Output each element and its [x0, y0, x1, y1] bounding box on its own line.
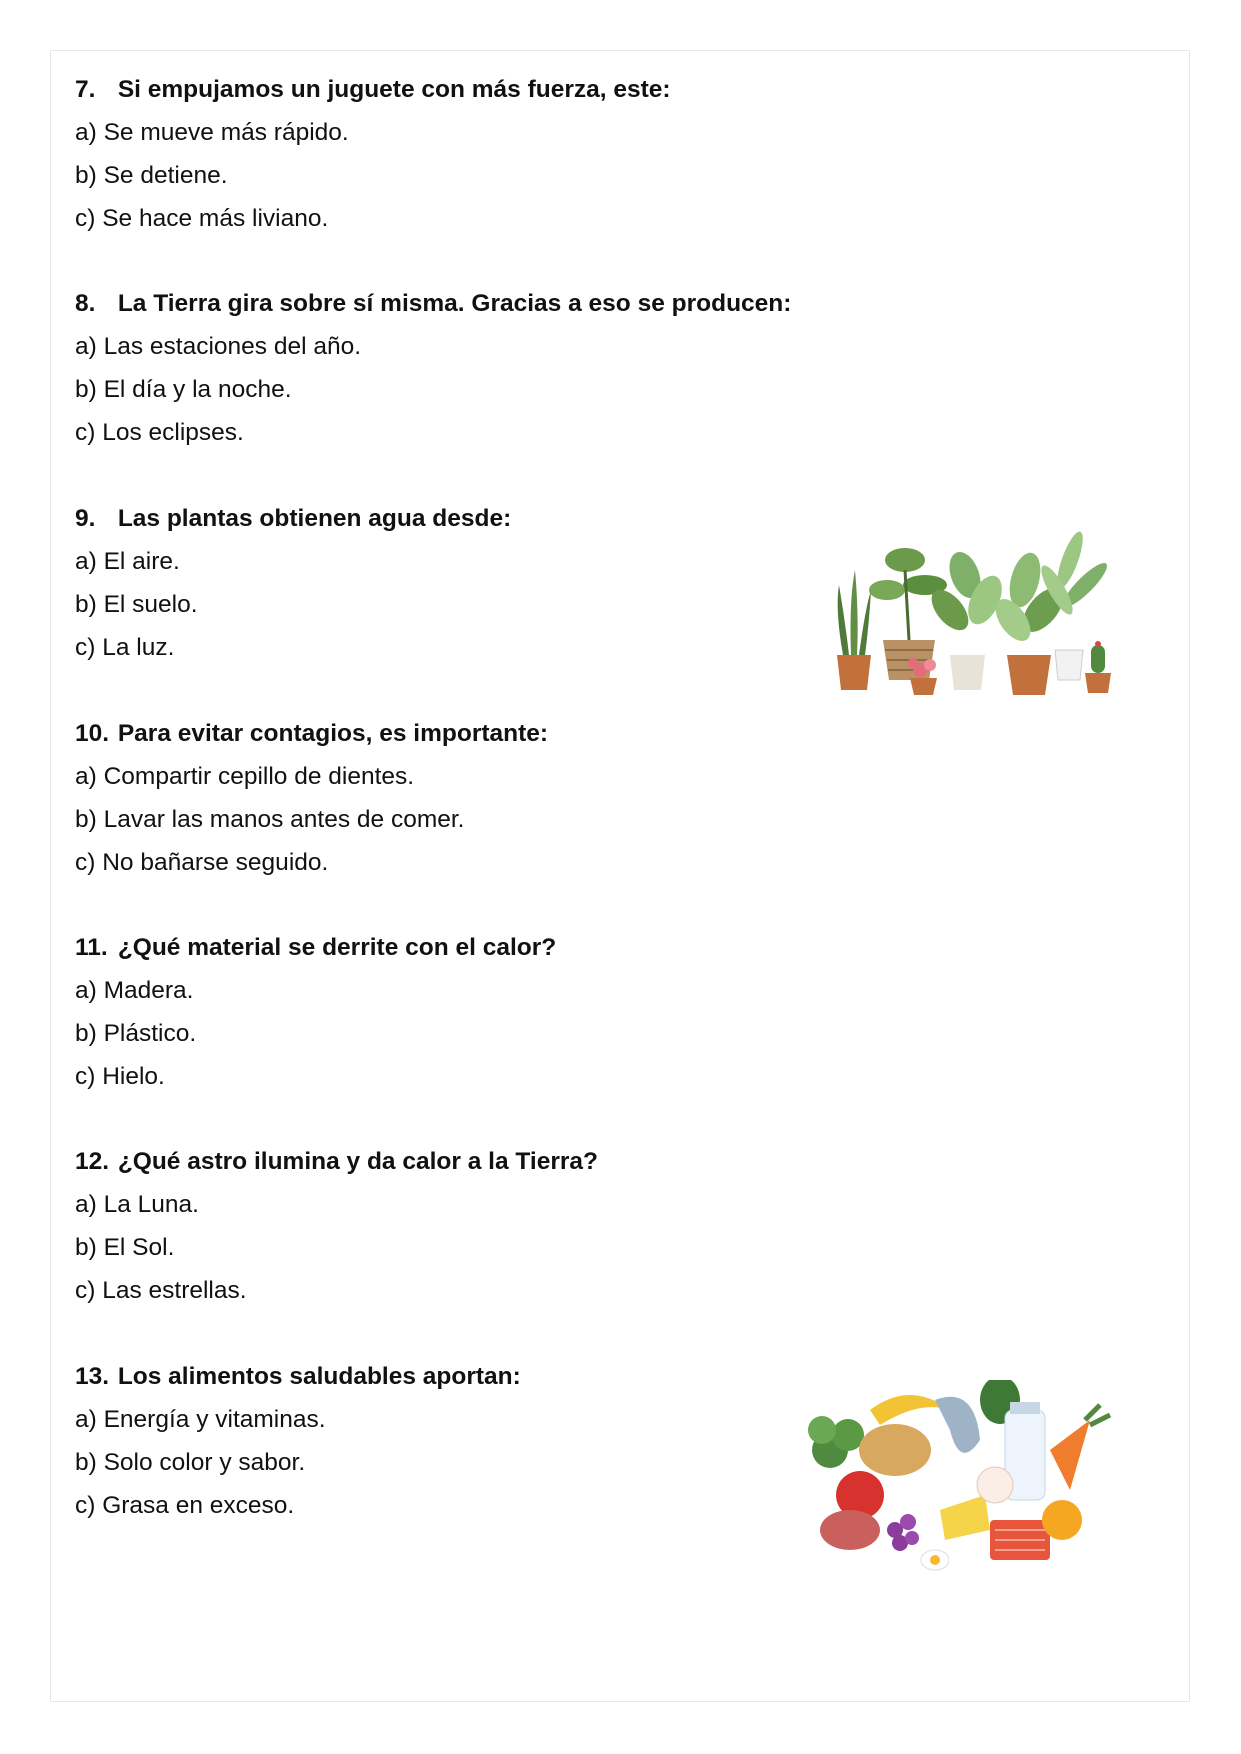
option-a: a) Compartir cepillo de dientes.	[75, 763, 415, 790]
question-number: 10.	[75, 720, 110, 747]
cheese-icon	[940, 1495, 990, 1540]
question-text: ¿Qué material se derrite con el calor?	[117, 934, 557, 961]
option-c: c) Hielo.	[75, 1063, 165, 1090]
question-text: Si empujamos un juguete con más fuerza, este:	[117, 76, 671, 103]
plant-snake-icon	[837, 570, 871, 690]
question-title	[75, 934, 815, 962]
question-text: La Tierra gira sobre sí misma. Gracias a eso se producen:	[117, 290, 792, 317]
question-text: Los alimentos saludables aportan:	[117, 1363, 521, 1390]
question-number: 8.	[75, 290, 96, 317]
question-9	[75, 505, 815, 662]
option-c: c) Se hace más liviano.	[75, 205, 329, 232]
question-10	[75, 720, 815, 877]
option-b: b) El suelo.	[75, 591, 198, 618]
option-a: a) Se mueve más rápido.	[75, 119, 349, 146]
question-title	[75, 1148, 815, 1176]
steak-icon	[820, 1510, 880, 1550]
question-text: Para evitar contagios, es importante:	[117, 720, 549, 747]
question-7	[75, 76, 815, 233]
question-text: Las plantas obtienen agua desde:	[117, 505, 512, 532]
bread-icon	[859, 1424, 931, 1476]
question-13	[75, 1363, 815, 1520]
option-a: a) Las estaciones del año.	[75, 333, 362, 360]
question-title	[75, 720, 815, 748]
broccoli-icon	[808, 1416, 864, 1468]
salmon-icon	[990, 1520, 1050, 1560]
question-number: 11.	[75, 934, 108, 961]
potted-plants-illustration	[825, 530, 1115, 700]
option-a: a) La Luna.	[75, 1191, 199, 1218]
option-b: b) Plástico.	[75, 1020, 197, 1047]
option-a: a) Energía y vitaminas.	[75, 1406, 326, 1433]
plant-dieffenbachia-icon	[925, 548, 1009, 690]
option-c: c) Grasa en exceso.	[75, 1492, 295, 1519]
question-11	[75, 934, 815, 1091]
question-number: 12.	[75, 1148, 110, 1175]
question-title	[75, 290, 815, 318]
egg-icon	[921, 1550, 949, 1570]
option-a: a) El aire.	[75, 548, 180, 575]
plant-basket-icon	[869, 548, 947, 680]
option-c: c) Los eclipses.	[75, 419, 244, 446]
question-8	[75, 290, 815, 447]
question-title	[75, 1363, 815, 1391]
option-c: c) La luz.	[75, 634, 175, 661]
option-c: c) Las estrellas.	[75, 1277, 247, 1304]
question-number: 7.	[75, 76, 96, 103]
apple-icon	[977, 1467, 1013, 1503]
option-a: a) Madera.	[75, 977, 194, 1004]
question-text: ¿Qué astro ilumina y da calor a la Tierra?	[117, 1148, 599, 1175]
fish-icon	[935, 1397, 980, 1453]
healthy-food-illustration	[800, 1380, 1130, 1580]
grapes-icon	[887, 1514, 919, 1551]
question-number: 13.	[75, 1363, 110, 1390]
option-b: b) El Sol.	[75, 1234, 175, 1261]
question-title	[75, 76, 815, 104]
orange-icon	[1042, 1500, 1082, 1540]
question-title	[75, 505, 815, 533]
option-b: b) Solo color y sabor.	[75, 1449, 306, 1476]
carrot-icon	[1050, 1405, 1110, 1490]
option-b: b) Lavar las manos antes de comer.	[75, 806, 465, 833]
plant-cactus-icon	[1085, 641, 1111, 693]
option-c: c) No bañarse seguido.	[75, 849, 329, 876]
option-b: b) Se detiene.	[75, 162, 228, 189]
question-12	[75, 1148, 815, 1305]
option-b: b) El día y la noche.	[75, 376, 292, 403]
question-number: 9.	[75, 505, 96, 532]
